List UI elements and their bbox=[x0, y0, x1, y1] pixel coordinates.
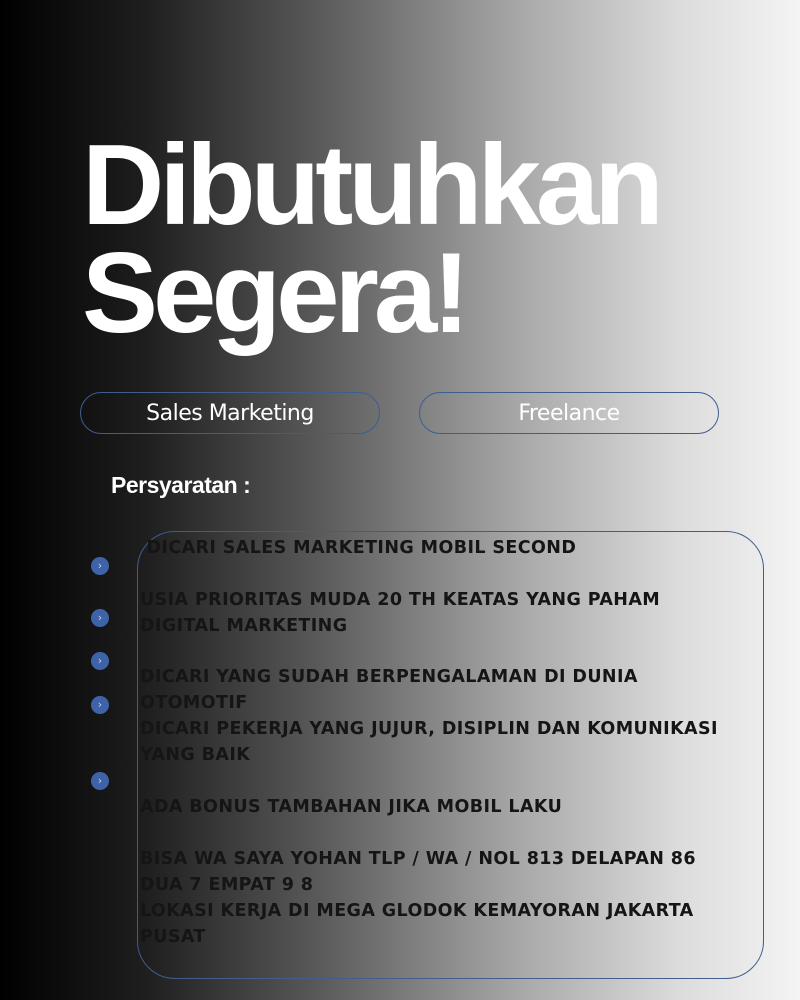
requirement-item: DICARI PEKERJA YANG JUJUR, DISIPLIN DAN KOMUNIKASI YANG BAIK bbox=[140, 719, 718, 765]
headline-line-2: Segera! bbox=[82, 230, 466, 357]
chevron-right-icon: › bbox=[91, 652, 109, 670]
headline-line-1: Dibutuhkan bbox=[82, 122, 659, 249]
requirement-item: LOKASI KERJA DI MEGA GLODOK KEMAYORAN JAKARTA PUSAT bbox=[140, 901, 694, 947]
tag-label: Sales Marketing bbox=[146, 400, 314, 426]
headline bbox=[82, 122, 659, 357]
chevron-right-icon: › bbox=[91, 696, 109, 714]
requirement-item: BISA WA SAYA YOHAN TLP / WA / NOL 813 DELAPAN 86 DUA 7 EMPAT 9 8 bbox=[140, 849, 696, 895]
requirement-item: DICARI YANG SUDAH BERPENGALAMAN DI DUNIA OTOMOTIF bbox=[140, 667, 638, 713]
chevron-right-icon: › bbox=[91, 609, 109, 627]
tag-sales-marketing bbox=[80, 392, 380, 434]
requirement-item: DICARI SALES MARKETING MOBIL SECOND bbox=[140, 538, 577, 558]
tag-freelance bbox=[419, 392, 719, 434]
requirements-heading: Persyaratan : bbox=[111, 472, 251, 498]
chevron-right-icon: › bbox=[91, 772, 109, 790]
tag-label: Freelance bbox=[518, 400, 620, 426]
requirement-item: USIA PRIORITAS MUDA 20 TH KEATAS YANG PAHAM DIGITAL MARKETING bbox=[140, 590, 661, 636]
chevron-right-icon: › bbox=[91, 557, 109, 575]
requirement-item: ADA BONUS TAMBAHAN JIKA MOBIL LAKU bbox=[140, 797, 563, 817]
